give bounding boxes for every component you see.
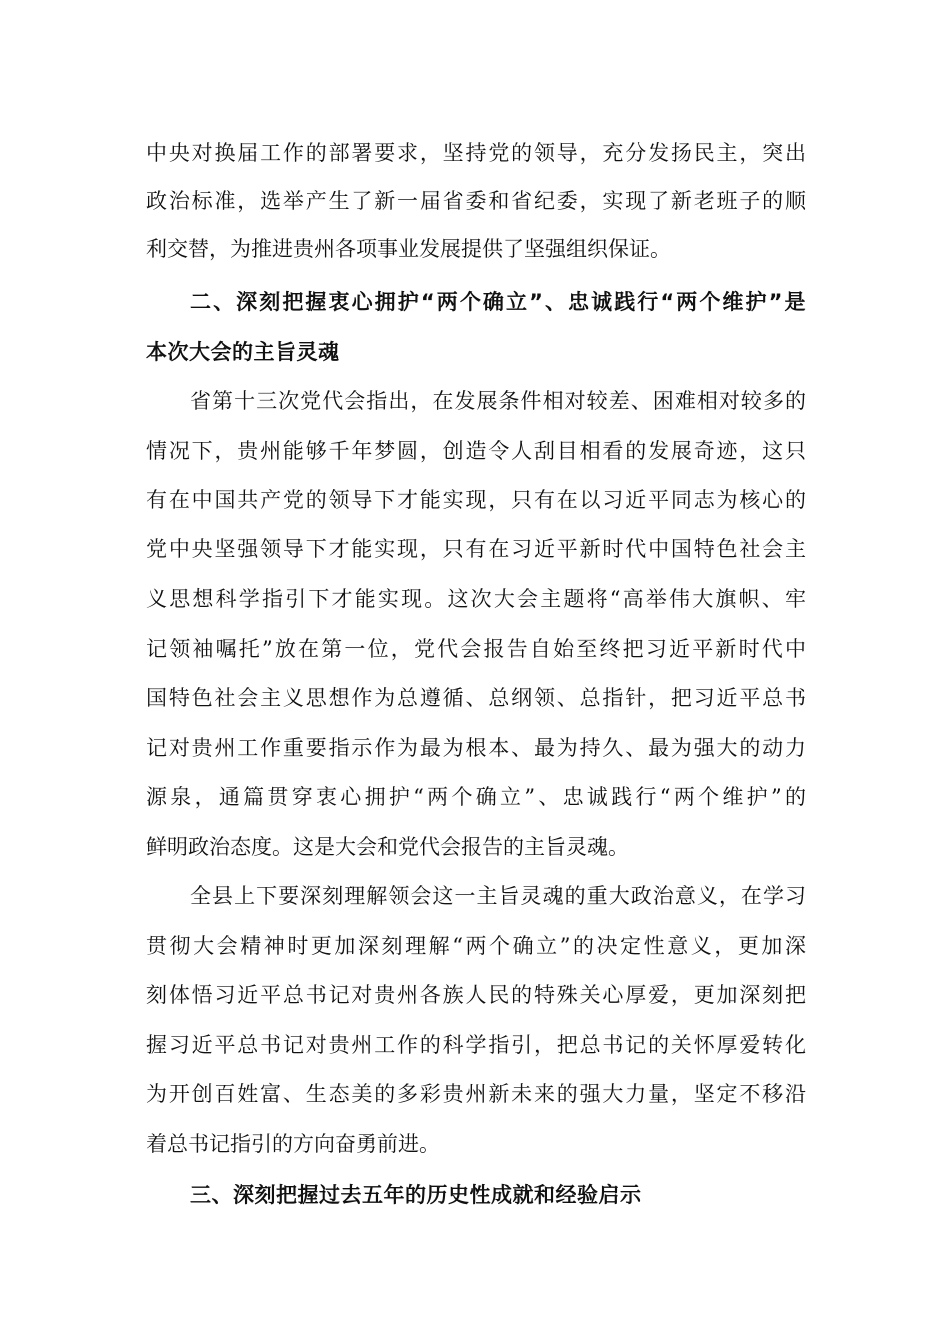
paragraph-line: 记领袖嘱托”放在第一位，党代会报告自始至终把习近平新时代中 — [146, 637, 806, 661]
paragraph-line: 刻体悟习近平总书记对贵州各族人民的特殊关心厚爱，更加深刻把 — [146, 983, 806, 1007]
paragraph-line: 情况下，贵州能够千年梦圆，创造令人刮目相看的发展奇迹，这只 — [146, 439, 806, 463]
paragraph-line: 省第十三次党代会指出，在发展条件相对较差、困难相对较多的 — [190, 389, 806, 413]
paragraph-line: 着总书记指引的方向奋勇前进。 — [146, 1132, 440, 1156]
paragraph-line: 握习近平总书记对贵州工作的科学指引，把总书记的关怀厚爱转化 — [146, 1033, 806, 1057]
paragraph-line: 全县上下要深刻理解领会这一主旨灵魂的重大政治意义，在学习 — [190, 884, 806, 908]
paragraph-line: 贯彻大会精神时更加深刻理解“两个确立”的决定性意义，更加深 — [146, 934, 806, 958]
paragraph-line: 有在中国共产党的领导下才能实现，只有在以习近平同志为核心的 — [146, 488, 806, 512]
paragraph-line: 国特色社会主义思想作为总遵循、总纲领、总指针，把习近平总书 — [146, 686, 806, 710]
paragraph-line: 义思想科学指引下才能实现。这次大会主题将“高举伟大旗帜、牢 — [146, 587, 806, 611]
heading-line: 三、深刻把握过去五年的历史性成就和经验启示 — [190, 1183, 642, 1207]
paragraph-line: 党中央坚强领导下才能实现，只有在习近平新时代中国特色社会主 — [146, 537, 806, 561]
heading-line: 本次大会的主旨灵魂 — [146, 340, 340, 364]
heading-line: 二、深刻把握衷心拥护“两个确立”、忠诚践行“两个维护”是 — [190, 290, 806, 314]
paragraph-line: 利交替，为推进贵州各项事业发展提供了坚强组织保证。 — [146, 237, 671, 261]
paragraph-line: 鲜明政治态度。这是大会和党代会报告的主旨灵魂。 — [146, 835, 629, 859]
paragraph-line: 政治标准，选举产生了新一届省委和省纪委，实现了新老班子的顺 — [146, 189, 806, 213]
paragraph-line: 中央对换届工作的部署要求，坚持党的领导，充分发扬民主，突出 — [146, 141, 806, 165]
paragraph-line: 记对贵州工作重要指示作为最为根本、最为持久、最为强大的动力 — [146, 736, 806, 760]
paragraph-line: 为开创百姓富、生态美的多彩贵州新未来的强大力量，坚定不移沿 — [146, 1082, 806, 1106]
paragraph-line: 源泉，通篇贯穿衷心拥护“两个确立”、忠诚践行“两个维护”的 — [146, 785, 806, 809]
